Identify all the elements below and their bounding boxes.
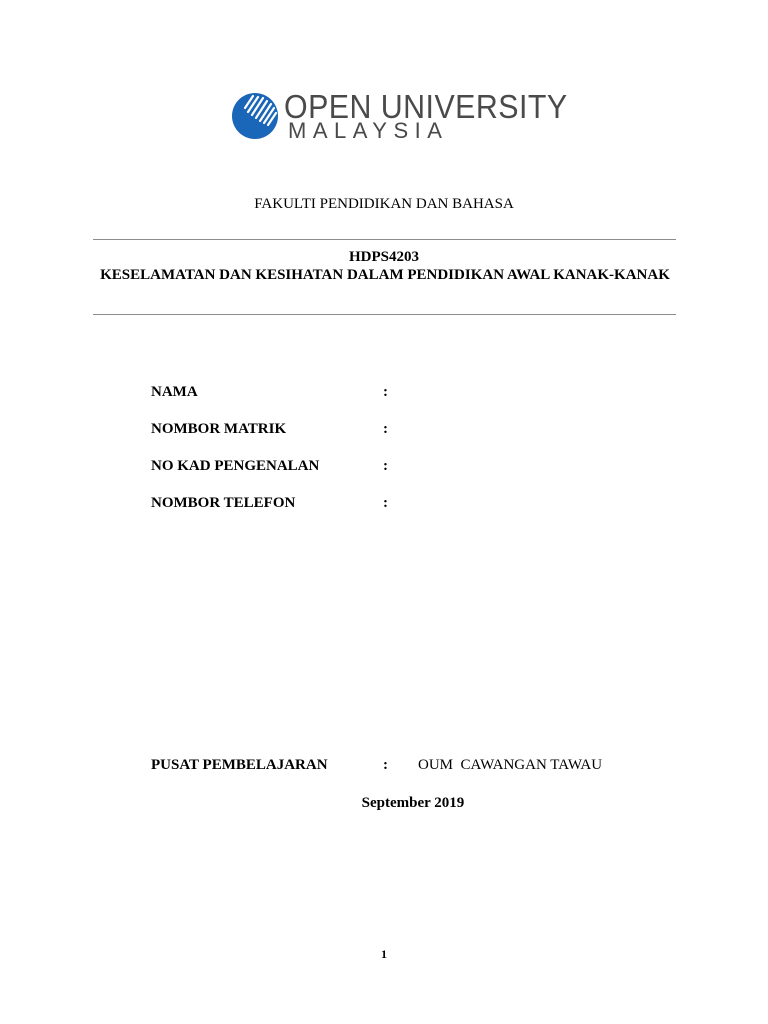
oum-globe-icon [231,92,279,140]
field-colon-no-kad-pengenalan: : [383,458,388,474]
page-number: 1 [381,947,387,961]
field-label-nama: NAMA [151,384,198,400]
learning-centre-value: OUM CAWANGAN TAWAU [418,757,603,773]
oum-logo [231,88,568,146]
submission-date: September 2019 [361,795,465,811]
course-code: HDPS4203 [348,249,419,265]
field-colon-nama: : [383,384,388,400]
logo-wordmark-line1: OPEN UNIVERSITY [284,88,568,125]
learning-centre-label: PUSAT PEMBELAJARAN [151,757,328,773]
learning-centre-colon: : [383,757,388,773]
top-divider [93,239,676,240]
bottom-divider [93,314,676,315]
field-label-no-kad-pengenalan: NO KAD PENGENALAN [151,458,320,474]
field-label-nombor-matrik: NOMBOR MATRIK [151,421,287,437]
field-colon-nombor-telefon: : [383,495,388,511]
field-label-nombor-telefon: NOMBOR TELEFON [151,495,296,511]
field-colon-nombor-matrik: : [383,421,388,437]
logo-wordmark-line2: MALAYSIA [288,118,449,143]
faculty-name: FAKULTI PENDIDIKAN DAN BAHASA [254,196,514,212]
course-title: KESELAMATAN DAN KESIHATAN DALAM PENDIDIKAN AWAL KANAK-KANAK [100,267,670,283]
